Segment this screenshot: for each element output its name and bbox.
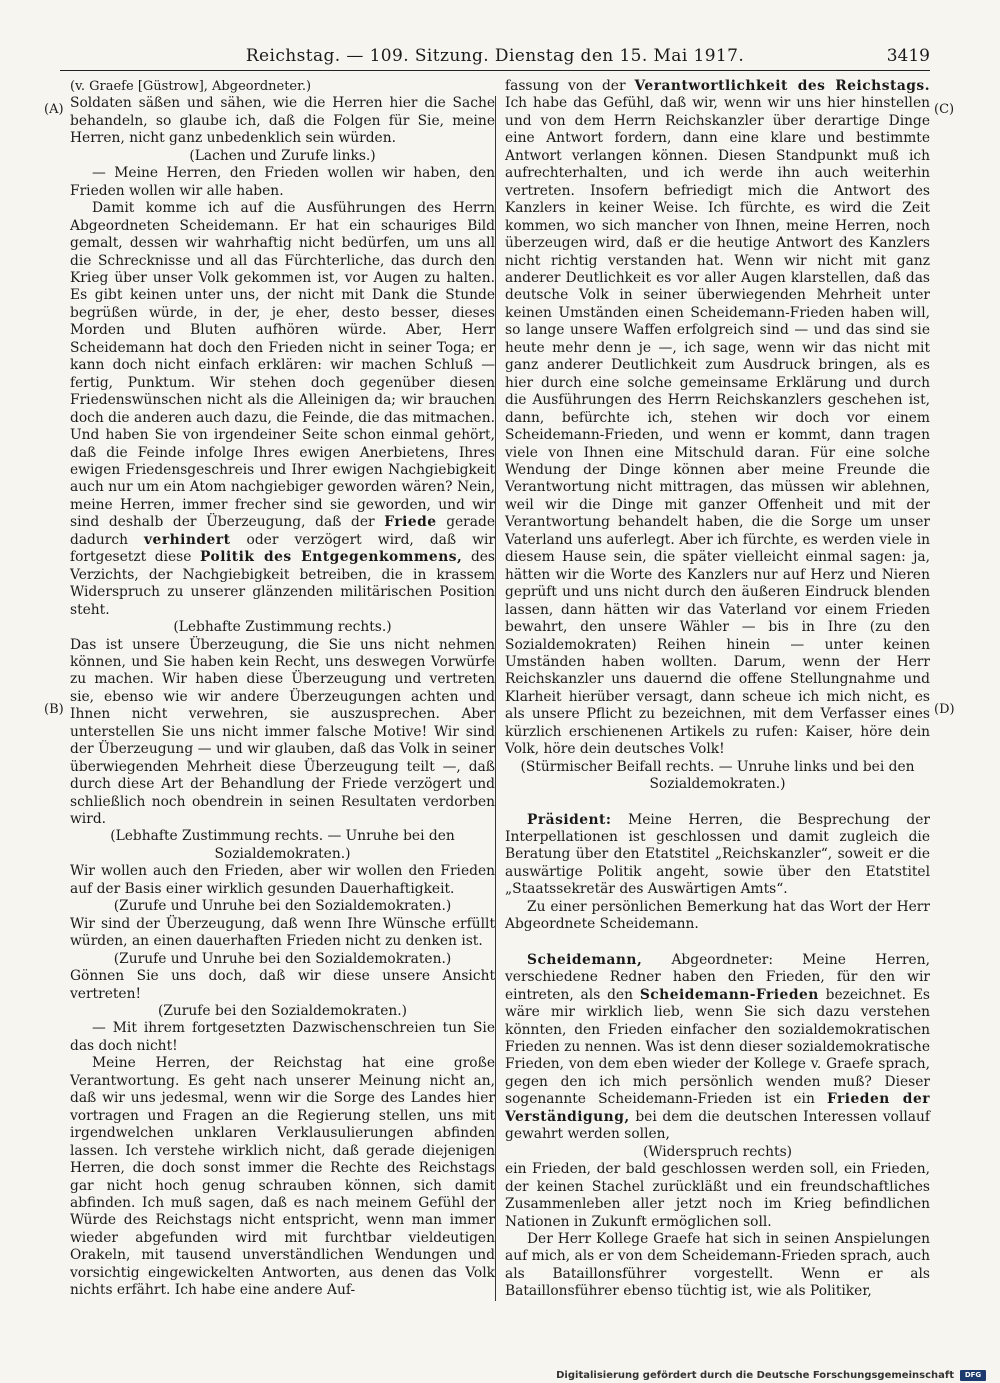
body-text: (Widerspruch rechts) [642, 1143, 793, 1160]
body-text: Gönnen Sie uns doch, daß wir diese unsere Ansicht vertreten! [70, 968, 495, 1002]
margin-mark-d: (D) [934, 702, 955, 717]
right-column-paragraph [505, 1144, 930, 1161]
margin-mark-a: (A) [44, 102, 64, 117]
left-column [70, 78, 495, 1300]
left-column-paragraph [70, 637, 495, 829]
left-column-paragraph [70, 1055, 495, 1299]
body-text: fassung von der [505, 78, 626, 94]
right-column [505, 78, 930, 1301]
body-text: Ich habe das Gefühl, daß wir, wenn wir uns hier hinstellen und von dem Herrn Reichskanzler über derartige Dinge eine Antwort fordern, dann eine klare und bestimmte Antwort verlangen können. Diesen Standpunkt muß ich aufrechterhalten, und ich werde ihn auch weiterhin vertreten. Insofern befriedigt mich die Antwort des Kanzlers in keiner Weise. Ich fürchte, es wird die Zeit kommen, wo sich mancher von Ihnen, meine Herren, noch überzeugen wird, daß er die heutige Antwort des Kanzlers nicht richtig verstanden hat. Wenn wir nicht mit ganz anderer Deutlichkeit es vor aller Augen klarstellen, daß das deutsche Volk in seiner überwiegenden Mehrheit unter keinen Umständen einen Scheidemann-Frieden haben will, so lange unsere Waffen erfolgreich sind — und das sind sie heute mehr denn je —, ich sage, wenn wir das nicht mit ganz anderer Deutlichkeit zum Ausdruck bringen, als es hier durch eine solche gemeinsame Erklärung und durch die Ausführungen des Herrn Reichskanzlers geschehen ist, dann, befürchte ich, stehen wir doch vor einem Scheidemann-Frieden, und wenn er kommt, dann tragen viele von Ihnen eine Mitschuld daran. Für eine solche Wendung der Dinge können aber meine Freunde die Verantwortung nicht mittragen, das müssen wir ablehnen, weil wir die Dinge mit ganzer Offenheit und mit der Verantwortung behandelt haben, die die Sorge um unser Vaterland uns auferlegt. Aber ich fürchte, es werden viele in diesem Hause sein, die später vielleicht einmal sagen: ja, hätten wir die Worte des Kanzlers nur auf Herz und Nieren geprüft und uns nicht durch den äußeren Eindruck blenden lassen, dann hätten wir das Vaterland vor einem Frieden bewahrt, den unsere Wähler — bis in Ihre (zu den Sozialdemokraten) Reihen hinein — unter keinen Umständen haben wollten. Darum, wenn der Herr Reichskanzler uns dauernd die offene Stellungnahme und Klarheit hierüber versagt, dann scheue ich mich nicht, es als unsere Pflicht zu bezeichnen, mit dem Verfasser eines kürzlich erschienenen Artikels zu rufen: Kaiser, höre dein Volk, höre dein deutsches Volk! [505, 95, 930, 758]
body-text: Zu einer persönlichen Bemerkung hat das Wort der Herr Abgeordnete Scheidemann. [505, 898, 930, 933]
running-title: Reichstag. — 109. Sitzung. Dienstag den 15. Mai 1917. [245, 46, 745, 66]
emphasis-text: Scheidemann-Frieden [639, 986, 819, 1003]
left-column-paragraph [70, 828, 495, 863]
left-column-paragraph [70, 916, 495, 951]
right-column-paragraph [505, 899, 930, 934]
body-text: (Lebhafte Zustimmung rechts. — Unruhe bei den Sozialdemokraten.) [110, 828, 455, 862]
emphasis-text: Scheidemann, [527, 951, 643, 968]
left-column-paragraph [70, 1003, 495, 1020]
body-text: — Meine Herren, den Frieden wollen wir haben, den Frieden wollen wir alle haben. [70, 165, 495, 199]
body-text: — Mit ihrem fortgesetzten Dazwischenschreien tun Sie das doch nicht! [70, 1020, 495, 1054]
left-column-paragraph [70, 78, 495, 95]
body-text: bezeichnet. Es wäre mir wirklich lieb, wenn Sie sich dazu verstehen könnten, den Frieden einfacher den sozialdemokratischen Frieden zu nennen. Was ist denn dieser sozialdemokratische Frieden, von dem eben wieder der Kollege v. Graefe sprach, gegen den ich mich persönlich wenden muß? Dieser sogenannte Scheidemann-Frieden ist ein [505, 986, 931, 1108]
body-text: (v. Graefe [Güstrow], Abgeordneter.) [70, 79, 312, 94]
left-column-paragraph [70, 863, 495, 898]
left-column-paragraph [70, 898, 495, 915]
right-column-paragraph [505, 759, 930, 794]
body-text: oder verzögert wird, daß wir fortgesetzt diese [70, 531, 495, 566]
body-text: Der Herr Kollege Graefe hat sich in seinen Anspielungen auf mich, als er von dem Scheidemann-Frieden sprach, auch als Bataillonsführer vorgestellt. Wenn er als Bataillonsführer ebenso tüchtig ist, wie als Politiker, [505, 1231, 930, 1300]
body-text: Abgeordneter: Meine Herren, verschiedene Redner haben den Frieden, für den wir eintreten, als den [505, 951, 930, 1003]
right-column-paragraph [505, 1231, 930, 1301]
right-column-paragraph [505, 952, 930, 1144]
body-text: (Stürmischer Beifall rechts. — Unruhe links und bei den Sozialdemokraten.) [520, 758, 915, 793]
right-column-paragraph [505, 1161, 930, 1231]
emphasis-text: Frieden der Verständigung, [505, 1091, 930, 1125]
body-text: (Zurufe bei den Sozialdemokraten.) [157, 1003, 408, 1020]
left-column-paragraph [70, 165, 495, 200]
body-text: (Zurufe und Unruhe bei den Sozialdemokraten.) [113, 898, 452, 915]
dfg-logo: DFG [960, 1370, 986, 1381]
body-text: Wir wollen auch den Frieden, aber wir wollen den Frieden auf der Basis einer wirklich gesunden Dauerhaftigkeit. [70, 863, 495, 897]
emphasis-text: Präsident: [527, 811, 612, 828]
left-column-paragraph [70, 1020, 495, 1055]
funding-note: Digitalisierung gefördert durch die Deutsche Forschungsgemeinschaft [556, 1369, 954, 1381]
body-text: Damit komme ich auf die Ausführungen des Herrn Abgeordneten Scheidemann. Er hat ein schauriges Bild gemalt, dessen wir wahrhaftig nicht bedürfen, um uns all die Schrecknisse und all das Fürchterliche, das durch den Krieg über unser Volk gekommen ist, vor Augen zu halten. Es gibt keinen unter uns, der nicht mit Dank die Stunde begrüßen würde, in der, je eher, desto besser, dieses Morden und Bluten aufhören würde. Aber, Herr Scheidemann hat doch den Frieden nicht in seiner Toga; er kann doch nicht einfach erklären: wir machen Schluß — fertig, Punktum. Wir stehen doch gegenüber diesen Friedenswünschen nicht als die Alleinigen da; wir brauchen doch die anderen auch dazu, die Feinde, die das mitmachen. Und haben Sie von irgendeiner Seite schon einmal gehört, daß die Feinde infolge Ihres ewigen Anerbietens, Ihres ewigen Friedensgeschreis und Ihrer ewigen Nachgiebigkeit auch nur um ein Atom nachgiebiger geworden wären? Nein, meine Herren, immer frecher sind sie geworden, und wir sind deshalb der Überzeugung, daß der [70, 200, 495, 531]
body-text: (Lebhafte Zustimmung rechts.) [173, 619, 392, 636]
right-column-paragraph [505, 812, 930, 899]
margin-mark-c: (C) [934, 102, 955, 117]
margin-mark-b: (B) [44, 702, 64, 717]
running-header [60, 46, 930, 71]
footer [556, 1368, 986, 1382]
emphasis-text: verhindert [144, 531, 231, 548]
body-text: gerade dadurch [70, 514, 496, 548]
left-column-paragraph [70, 951, 495, 968]
column-divider [495, 96, 496, 1301]
body-text: (Zurufe und Unruhe bei den Sozialdemokraten.) [113, 950, 452, 967]
body-text: Wir sind der Überzeugung, daß wenn Ihre Wünsche erfüllt würden, an einen dauerhaften Frieden nicht zu denken ist. [70, 915, 495, 950]
left-column-paragraph [70, 95, 495, 147]
left-column-paragraph [70, 148, 495, 165]
emphasis-text: Verantwortlichkeit des Reichstags. [634, 78, 931, 94]
left-column-paragraph [70, 968, 495, 1003]
body-text: des Verzichts, der Nachgiebigkeit betreiben, die in krassem Widerspruch zu unserer glänzenden militärischen Position steht. [70, 549, 496, 618]
body-text: bei dem die deutschen Interessen vollauf gewahrt werden sollen, [505, 1108, 930, 1143]
body-text: Das ist unsere Überzeugung, die Sie uns nicht nehmen können, und Sie haben kein Recht, uns deswegen Vorwürfe zu machen. Wir haben diese Überzeugung und vertreten sie, ebenso wie wir andere Überzeugungen achten und Ihnen nicht verwehren, sie auszusprechen. Aber unterstellen Sie uns nicht immer falsche Motive! Wir sind der Überzeugung — und wir glauben, daß das Volk in seiner überwiegenden Mehrheit diese Überzeugung teilt —, daß durch diese Art der Behandlung der Friede verzögert und schließlich noch obendrein in seinen Resultaten verdorben wird. [70, 636, 495, 828]
body-text: Meine Herren, die Besprechung der Interpellationen ist geschlossen und damit zugleich die Beratung über den Etatstitel „Reichskanzler“, soweit er die auswärtige Politik angeht, sowie über den Etatstitel „Staatssekretär des Auswärtigen Amts“. [505, 811, 930, 898]
body-text: (Lachen und Zurufe links.) [189, 147, 376, 164]
body-text: Soldaten säßen und sähen, wie die Herren hier die Sache behandeln, so glaube ich, daß die Folgen für Sie, meine Herren, nicht ganz unbedenklich sein würden. [70, 95, 495, 147]
body-text: Meine Herren, der Reichstag hat eine große Verantwortung. Es geht nach unserer Meinung nicht an, daß wir uns jedesmal, wenn wir die Sorge des Landes hier vortragen und Fragen an die Regierung stellen, uns mit irgendwelchen unklaren Verklausulierungen abfinden lassen. Ich verstehe wirklich nicht, daß gerade diejenigen Herren, die doch sonst immer die Rechte des Reichstags gar nicht hoch genug schrauben können, sich damit abfinden. Ich muß sagen, daß es nach meinem Gefühl der Würde des Reichstags nicht entspricht, wenn man immer wieder abgefunden wird mit furchtbar vieldeutigen Orakeln, mit tausend unverständlichen Wendungen und vorsichtig eingewickelten Antworten, aus denen das Volk nichts erfährt. Ich habe eine andere Auf- [70, 1055, 495, 1299]
emphasis-text: Politik des Entgegenkommens, [200, 549, 463, 566]
page-number: 3419 [886, 46, 930, 66]
left-column-paragraph [70, 200, 495, 619]
left-column-paragraph [70, 619, 495, 636]
body-text: ein Frieden, der bald geschlossen werden soll, ein Frieden, der keinen Stachel zurückläßt und ein freundschaftliches Zusammenleben aller jetzt noch im Krieg befindlichen Nationen in Zukunft ermöglichen soll. [505, 1161, 930, 1230]
emphasis-text: Friede [384, 514, 437, 531]
right-column-paragraph [505, 78, 930, 759]
